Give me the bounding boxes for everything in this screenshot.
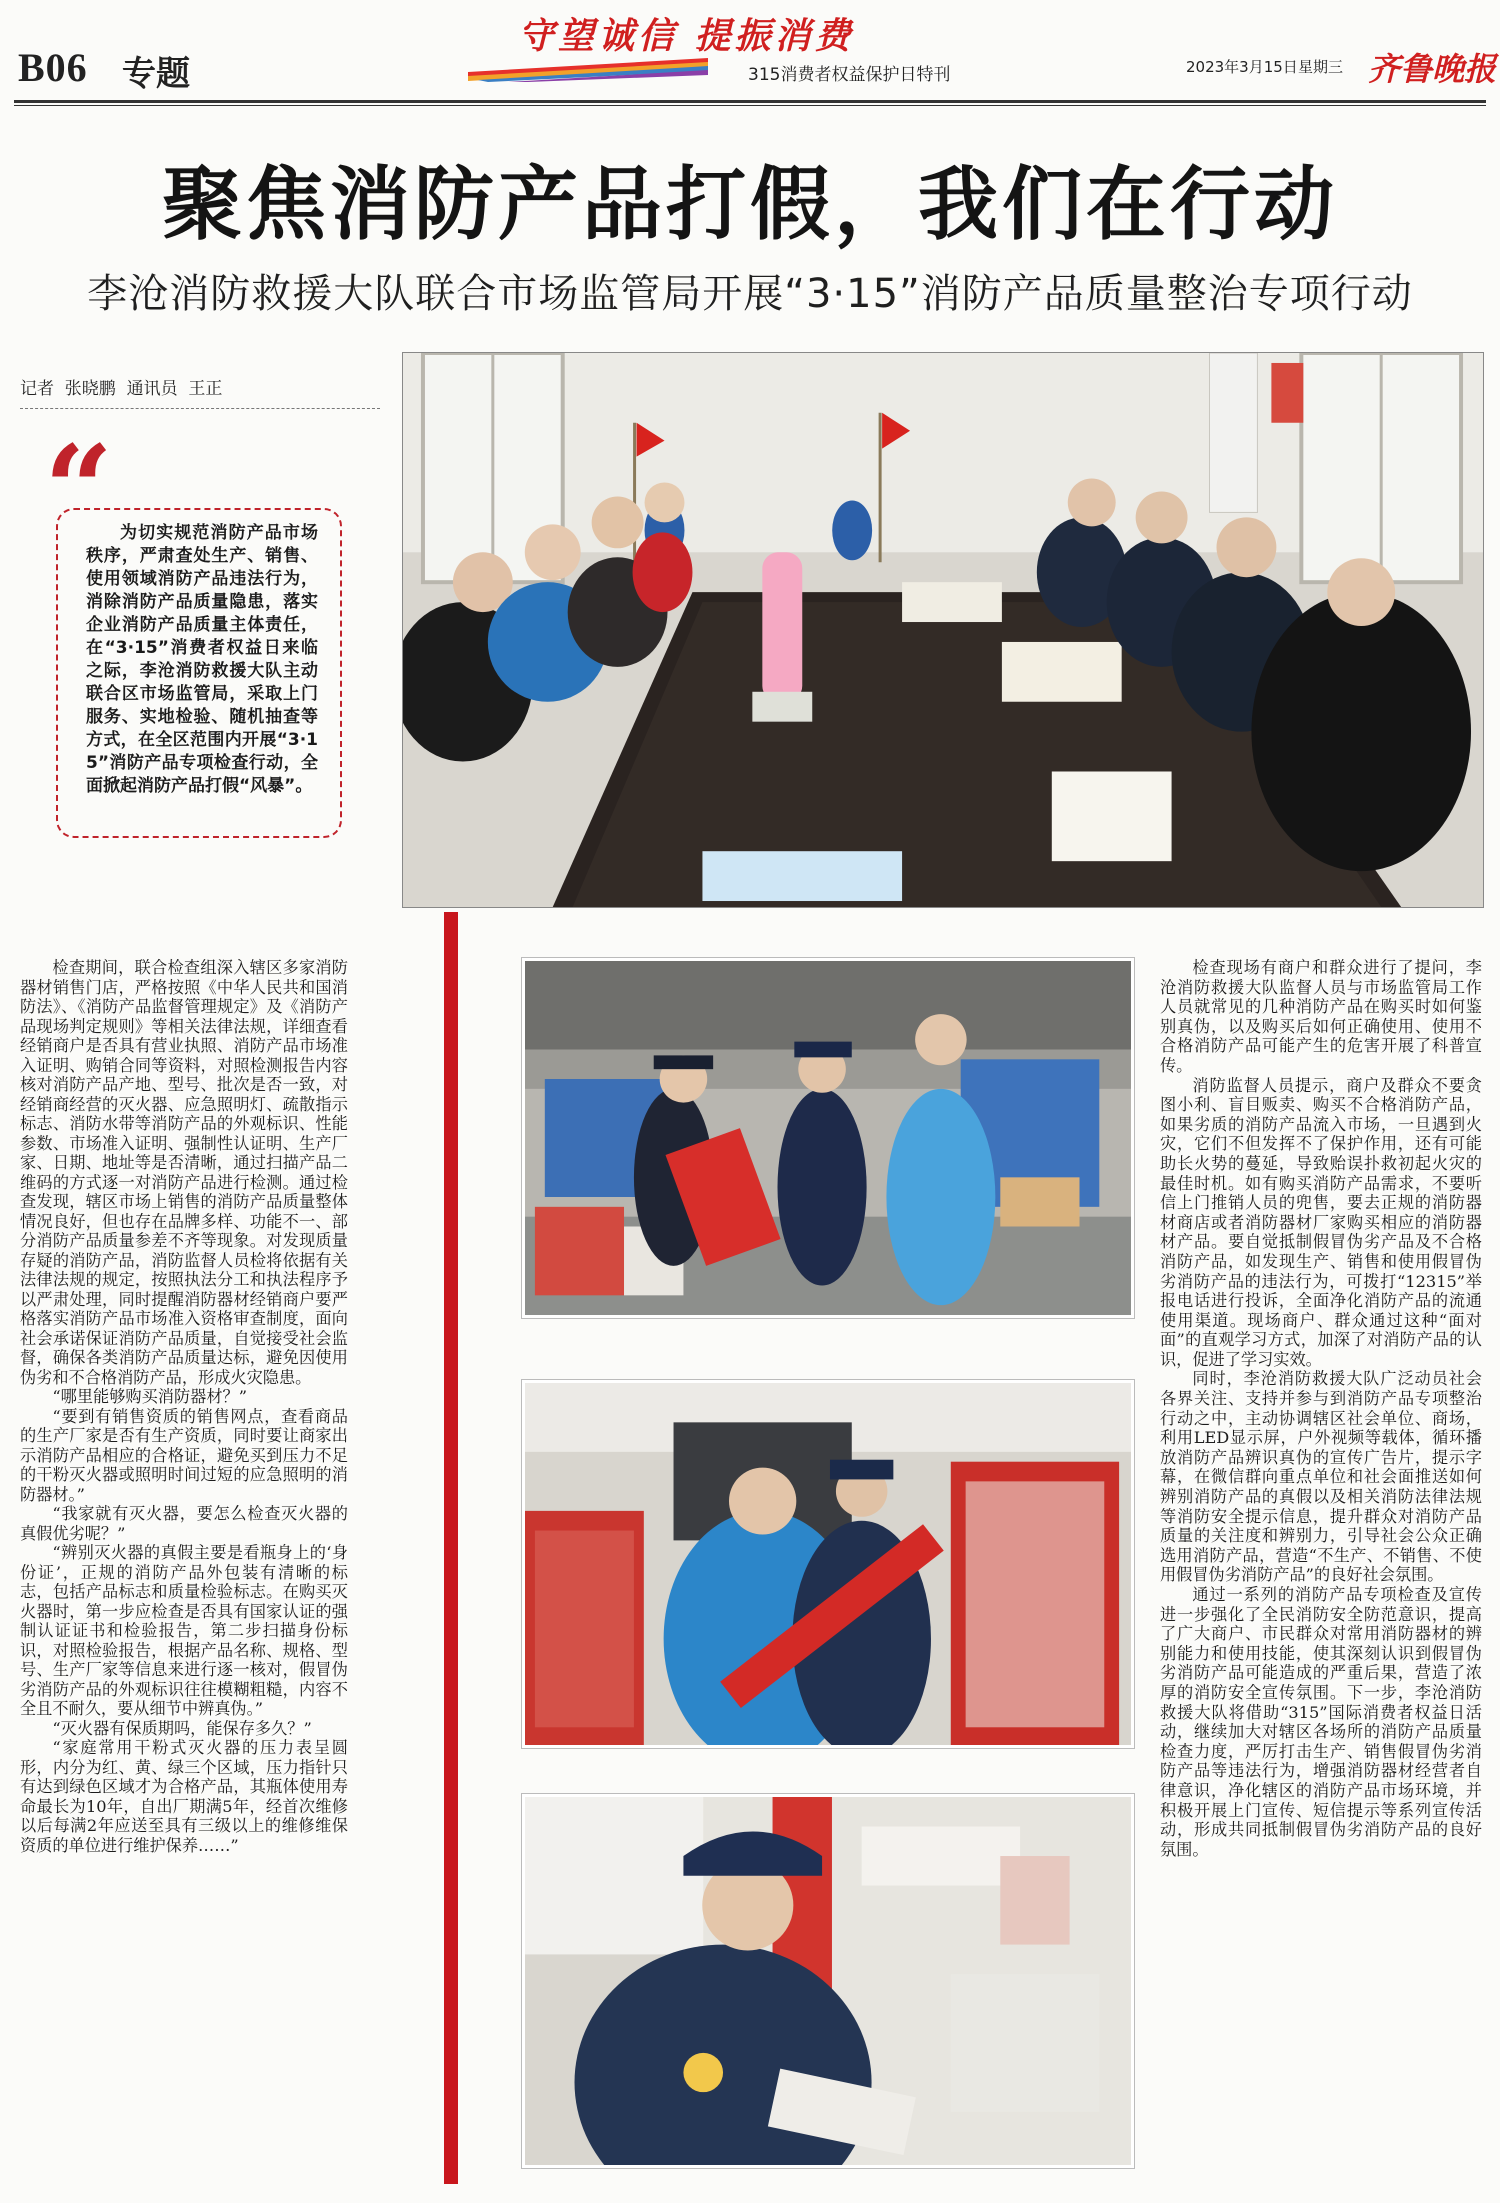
body-paragraph: “家庭常用干粉式灭火器的压力表呈圆形，内分为红、黄、绿三个区域，压力指针只有达到绿色区域才为合格产品，其瓶体使用寿命最长为10年，自出厂期满5年，经首次维修以后每满2年应送至具有三级以上的维修维保资质的单位进行维护保养……” [20,1738,348,1855]
body-paragraph: 同时，李沧消防救援大队广泛动员社会各界关注、支持并参与到消防产品专项整治行动之中，主动协调辖区社会单位、商场，利用LED显示屏，户外视频等载体，循环播放消防产品辨识真伪的宣传广告片，提示字幕，在微信群向重点单位和社会面推送如何辨别消防产品的真假以及相关消防法律法规等消防安全提示信息，提升群众对消防产品质量的关注度和辨别力，引导社会公众正确选用消防产品，营造“不生产、不销售、不使用假冒伪劣消防产品”的良好社会氛围。 [1160,1369,1482,1585]
article-column-left [20,958,348,1855]
body-paragraph: 消防监督人员提示，商户及群众不要贪图小利、盲目贩卖、购买不合格消防产品，如果劣质的消防产品流入市场，一旦遇到火灾，它们不但发挥不了保护作用，还有可能助长火势的蔓延，导致贻误扑救初起火灾的最佳时机。如有购买消防产品需求，不要听信上门推销人员的兜售，要去正规的消防器材商店或者消防器材厂家购买相应的消防器材产品。要自觉抵制假冒伪劣产品及不合格消防产品，如发现生产、销售和使用假冒伪劣消防产品的违法行为，可拨打“12315”举报电话进行投诉，全面净化消防产品的流通使用渠道。现场商户、群众通过这种“面对面”的直观学习方式，加深了对消防产品的认识，促进了学习实效。 [1160,1075,1482,1369]
banner-title: 守望诚信 提振消费 [518,15,855,57]
issue-weekday: 星期三 [1298,58,1344,76]
body-paragraph: “我家就有灭火器，要怎么检查灭火器的真假优劣呢？” [20,1504,348,1543]
body-paragraph: “灭火器有保质期吗，能保存多久？” [52,1718,312,1738]
body-paragraph: 检查期间，联合检查组深入辖区多家消防器材销售门店，严格按照《中华人民共和国消防法》、《消防产品监督管理规定》及《消防产品现场判定规则》等相关法律法规，详细查看经销商户是否具有营业执照、消防产品市场准入证明、购销合同等资料，对照检测报告内容核对消防产品产地、型号、批次是否一致，对经销商经营的灭火器、应急照明灯、疏散指示标志、消防水带等消防产品的外观标识、性能参数、市场准入证明、强制性认证明、生产厂家、日期、地址等是否清晰，通过扫描产品二维码的方式逐一对消防产品进行检测。通过检查发现，辖区市场上销售的消防产品质量整体情况良好，但也存在品牌多样、功能不一、部分消防产品质量参差不齐等现象。对发现质量存疑的消防产品，消防监督人员检将依据有关法律法规的规定，按照执法分工和执法程序予以严肃处理，同时提醒消防器材经销商户要严格落实消防产品市场准入资格审查制度，面向社会承诺保证消防产品质量，自觉接受社会监督，确保各类消防产品质量达标，避免因使用伪劣和不合格消防产品，形成火灾隐患。 [20,958,348,1387]
page-number: B06 [18,45,88,90]
body-paragraph: 通过一系列的消防产品专项检查及宣传进一步强化了全民消防安全防范意识，提高了广大商户、市民群众对常用消防器材的辨别能力和使用技能，使其深刻认识到假冒伪劣消防产品可能造成的严重后果，营造了浓厚的消防安全宣传氛围。下一步，李沧消防救援大队将借助“315”国际消费者权益日活动，继续加大对辖区各场所的消防产品质量检查力度，严厉打击生产、销售假冒伪劣消防产品等违法行为，增强消防器材经营者自律意识，净化辖区的消防产品市场环境，并积极开展上门宣传、短信提示等系列宣传活动，形成共同抵制假冒伪劣消防产品的良好氛围。 [1160,1585,1482,1859]
body-paragraph: “哪里能够购买消防器材？” [52,1387,248,1406]
quote-mark-icon: “ [44,419,114,560]
article-subheadline: 李沧消防救援大队联合市场监管局开展“3·15”消防产品质量整治专项行动 [87,271,1413,317]
issue-date: 2023年3月15日 [1186,58,1298,76]
article-column-right [1160,958,1482,1859]
officer-inspection-photo [522,1794,1134,2168]
header-divider [14,100,1486,103]
body-paragraph: 检查现场有商户和群众进行了提问，李沧消防救援大队监督人员与市场监管局工作人员就常见的几种消防产品在购买时如何鉴别真伪，以及购买后如何正确使用、使用不合格消防产品可能产生的危害开展了科普宣传。 [1160,958,1482,1075]
newspaper-logo: 齐鲁晚报 [1368,50,1497,88]
rainbow-stripe-graphic [468,58,708,82]
banner-subtitle: 315消费者权益保护日特刊 [748,65,951,85]
special-issue-banner [468,8,1028,88]
warehouse-inspection-photo [522,958,1134,1318]
accent-bar [444,912,458,2184]
article-headline: 聚焦消防产品打假，我们在行动 [162,157,1338,251]
section-title: 专题 [122,54,190,94]
article-lead: 为切实规范消防产品市场秩序，严肃查处生产、销售、使用领域消防产品违法行为，消除消防产品质量隐患，落实企业消防产品质量主体责任，在“3·15”消费者权益日来临之际，李沧消防救援大队主动联合区市场监管局，采取上门服务、实地检验、随机抽查等方式，在全区范围内开展“3·15”消防产品专项检查行动，全面掀起消防产品打假“风暴”。 [86,523,318,796]
meeting-photo [402,352,1484,908]
body-paragraph: “辨别灭火器的真假主要是看瓶身上的‘身份证’，正规的消防产品外包装有清晰的标志，包括产品标志和质量检验标志。在购买灭火器时，第一步应检查是否具有国家认证的强制认证证书和检验报告，第二步扫描身份标识，对照检验报告，根据产品名称、规格、型号、生产厂家等信息来进行逐一核对，假冒伪劣消防产品的外观标识往往模糊粗糙，内容不全且不耐久，要从细节中辨真伪。” [20,1543,348,1718]
body-paragraph: “要到有销售资质的销售网点，查看商品的生产厂家是否有生产资质，同时要让商家出示消防产品相应的合格证，避免买到压力不足的干粉灭火器或照明时间过短的应急照明的消防器材。” [20,1406,348,1504]
showroom-inspection-photo [522,1380,1134,1748]
article-byline: 记者 张晓鹏 通讯员 王正 [20,379,223,399]
byline-divider [20,408,380,409]
header-divider-thin [14,105,1486,106]
